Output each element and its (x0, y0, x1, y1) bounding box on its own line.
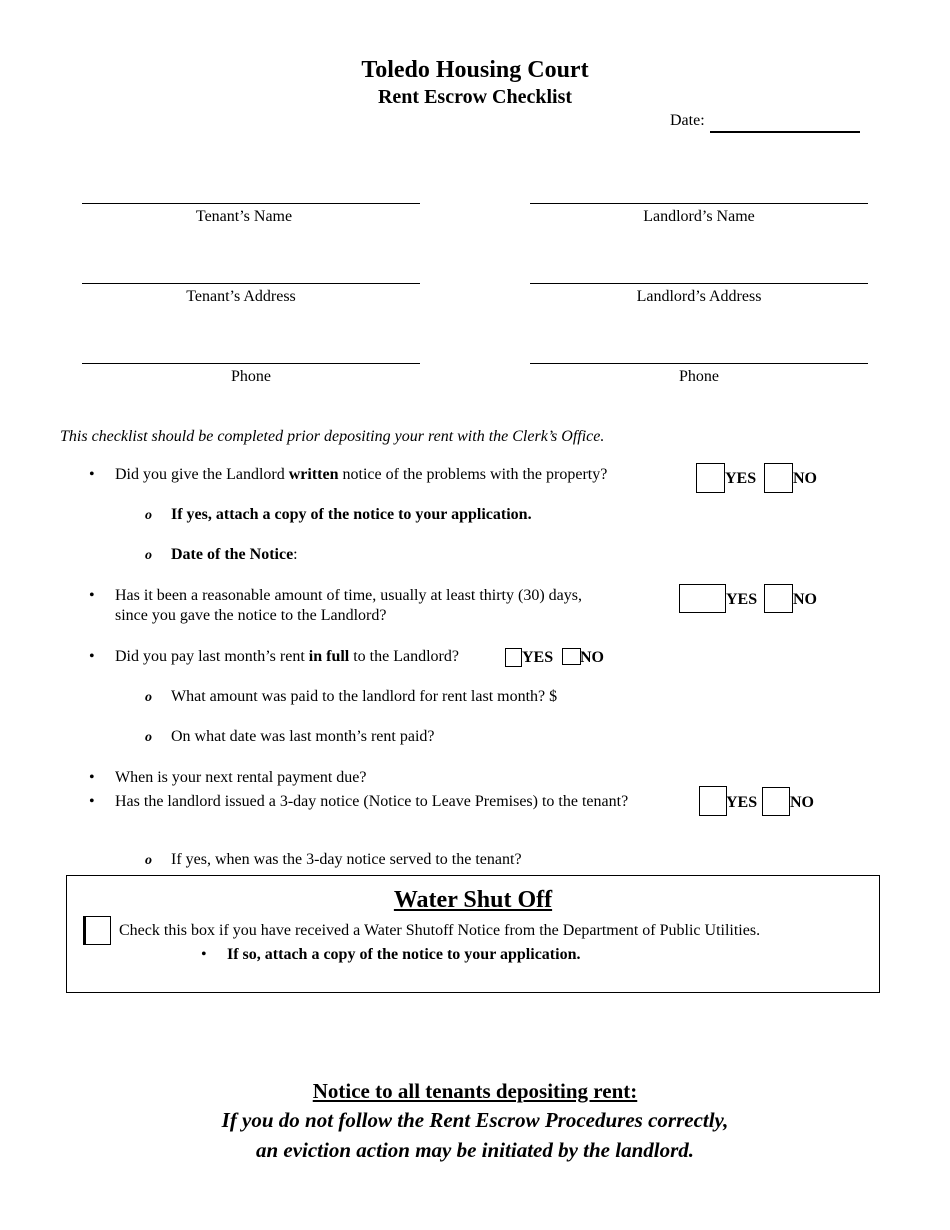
landlord-name-label: Landlord’s Name (643, 208, 755, 225)
3day-notice-date-question: If yes, when was the 3-day notice served to the tenant? (171, 851, 522, 868)
question-rent-paid-full: Did you pay last month’s rent in full to the Landlord? (115, 648, 459, 665)
q3-no-label: NO (580, 649, 604, 666)
landlord-address-field[interactable] (530, 283, 868, 284)
q2-no-label: NO (793, 591, 817, 608)
intro-text: This checklist should be completed prior depositing your rent with the Clerk’s Office. (60, 428, 605, 445)
sub-bullet-q1b: o (145, 548, 152, 563)
q3-yes-label: YES (522, 649, 554, 666)
bullet-q5: • (89, 793, 95, 810)
notice-line-1: If you do not follow the Rent Escrow Procedures correctly, (221, 1108, 729, 1132)
tenant-phone-field[interactable] (82, 363, 420, 364)
q5-no-label: NO (790, 794, 814, 811)
sub-bullet-q3a: o (145, 690, 152, 705)
bullet-water: • (201, 946, 207, 963)
sub-bullet-q1a: o (145, 508, 152, 523)
page-title: Toledo Housing Court (361, 57, 589, 83)
landlord-phone-label: Phone (679, 368, 719, 385)
q5-yes-checkbox[interactable] (699, 786, 727, 816)
question-reasonable-time-line1: Has it been a reasonable amount of time, usually at least thirty (30) days, (115, 587, 582, 604)
q1-yes-label: YES (725, 470, 757, 487)
tenant-phone-label: Phone (231, 368, 271, 385)
question-written-notice: Did you give the Landlord written notice of the problems with the property? (115, 466, 608, 483)
water-shutoff-checkbox[interactable] (83, 916, 111, 945)
attach-notice-instruction: If yes, attach a copy of the notice to your application. (171, 506, 532, 523)
q2-yes-checkbox[interactable] (679, 584, 726, 613)
q1-yes-checkbox[interactable] (696, 463, 725, 493)
tenant-address-label: Tenant’s Address (186, 288, 296, 305)
bullet-q3: • (89, 648, 95, 665)
date-field[interactable] (710, 131, 860, 133)
sub-bullet-q5a: o (145, 853, 152, 868)
q5-no-checkbox[interactable] (762, 787, 790, 816)
q1-no-checkbox[interactable] (764, 463, 793, 493)
notice-heading: Notice to all tenants depositing rent: (312, 1079, 638, 1103)
question-reasonable-time-line2: since you gave the notice to the Landlord? (115, 607, 387, 624)
question-3day-notice: Has the landlord issued a 3-day notice (Notice to Leave Premises) to the tenant? (115, 793, 629, 810)
landlord-phone-field[interactable] (530, 363, 868, 364)
water-attach-instruction: If so, attach a copy of the notice to your application. (227, 946, 581, 963)
bullet-q4: • (89, 769, 95, 786)
q3-yes-checkbox[interactable] (505, 648, 522, 667)
q5-yes-label: YES (726, 794, 758, 811)
sub-bullet-q3b: o (145, 730, 152, 745)
q2-no-checkbox[interactable] (764, 584, 793, 613)
notice-line-2: an eviction action may be initiated by the landlord. (255, 1138, 695, 1162)
water-shutoff-title: Water Shut Off (393, 887, 553, 913)
water-shutoff-text: Check this box if you have received a Water Shutoff Notice from the Department of Public Utilities. (119, 922, 761, 939)
rent-date-question: On what date was last month’s rent paid? (171, 728, 435, 745)
question-next-payment: When is your next rental payment due? (115, 769, 367, 786)
q1-no-label: NO (793, 470, 817, 487)
landlord-address-label: Landlord’s Address (636, 288, 762, 305)
tenant-address-field[interactable] (82, 283, 420, 284)
q2-yes-label: YES (726, 591, 758, 608)
bullet-q2: • (89, 587, 95, 604)
date-of-notice-label: Date of the Notice: (171, 546, 298, 563)
landlord-name-field[interactable] (530, 203, 868, 204)
date-label: Date: (670, 112, 705, 129)
rent-amount-question: What amount was paid to the landlord for rent last month? $ (171, 688, 558, 705)
bullet-q1: • (89, 466, 95, 483)
tenant-name-field[interactable] (82, 203, 420, 204)
q3-no-checkbox[interactable] (562, 648, 581, 665)
page-subtitle: Rent Escrow Checklist (377, 86, 573, 108)
tenant-name-label: Tenant’s Name (195, 208, 293, 225)
